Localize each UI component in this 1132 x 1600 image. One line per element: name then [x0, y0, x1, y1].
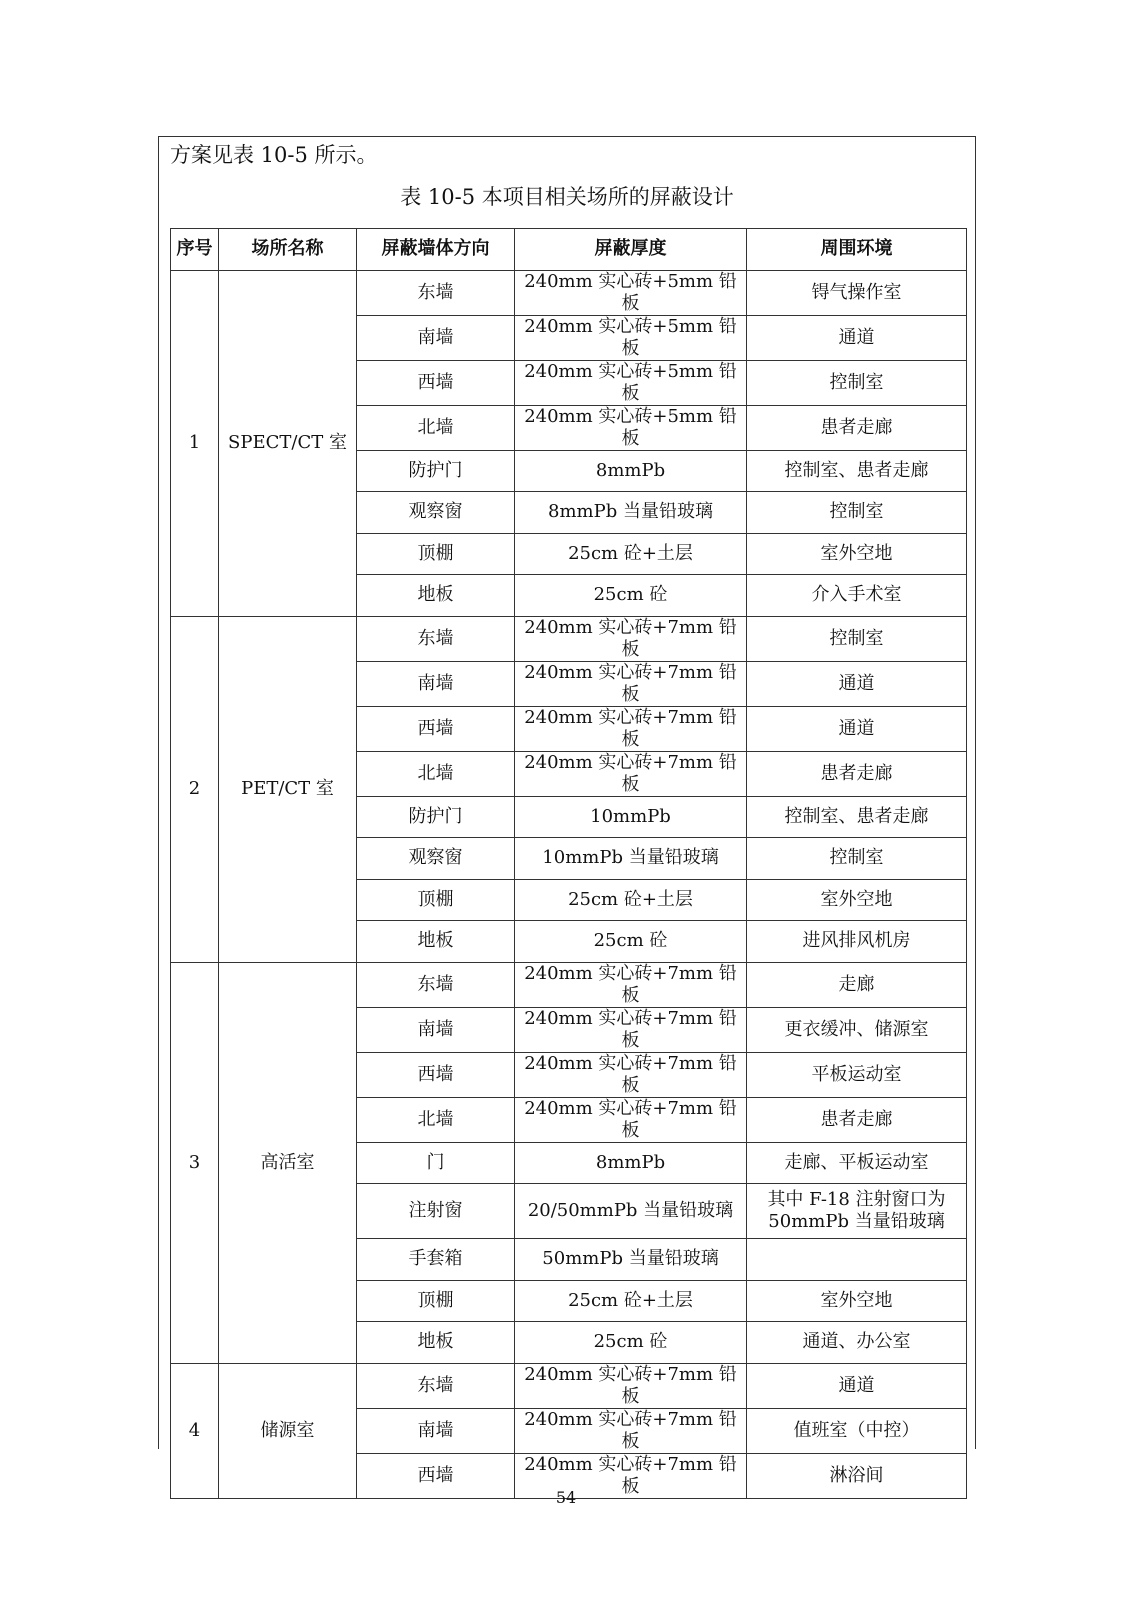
wall-direction-cell: 南墙 — [357, 661, 515, 706]
wall-direction-cell: 北墙 — [357, 1097, 515, 1142]
shield-thickness-cell: 25cm 砼+土层 — [515, 533, 747, 575]
wall-direction-cell: 东墙 — [357, 616, 515, 661]
wall-direction-cell: 防护门 — [357, 796, 515, 838]
wall-direction-cell: 观察窗 — [357, 838, 515, 880]
wall-direction-cell: 西墙 — [357, 1453, 515, 1498]
surroundings-cell: 室外空地 — [747, 1280, 967, 1322]
header-cell: 周围环境 — [747, 229, 967, 271]
wall-direction-cell: 地板 — [357, 575, 515, 617]
header-cell: 场所名称 — [219, 229, 357, 271]
shield-thickness-cell: 240mm 实心砖+7mm 铅板 — [515, 616, 747, 661]
shield-thickness-cell: 240mm 实心砖+5mm 铅板 — [515, 315, 747, 360]
wall-direction-cell: 南墙 — [357, 315, 515, 360]
surroundings-cell: 更衣缓冲、储源室 — [747, 1007, 967, 1052]
wall-direction-cell: 门 — [357, 1142, 515, 1184]
shield-thickness-cell: 8mmPb 当量铅玻璃 — [515, 492, 747, 534]
wall-direction-cell: 顶棚 — [357, 879, 515, 921]
wall-direction-cell: 北墙 — [357, 405, 515, 450]
surroundings-cell — [747, 1239, 967, 1281]
surroundings-cell: 患者走廊 — [747, 751, 967, 796]
surroundings-cell: 通道、办公室 — [747, 1322, 967, 1364]
shield-thickness-cell: 10mmPb 当量铅玻璃 — [515, 838, 747, 880]
surroundings-cell: 控制室 — [747, 360, 967, 405]
shield-thickness-cell: 240mm 实心砖+7mm 铅板 — [515, 1007, 747, 1052]
shield-thickness-cell: 240mm 实心砖+5mm 铅板 — [515, 360, 747, 405]
shield-thickness-cell: 240mm 实心砖+7mm 铅板 — [515, 1052, 747, 1097]
surroundings-cell: 患者走廊 — [747, 405, 967, 450]
wall-direction-cell: 南墙 — [357, 1007, 515, 1052]
shield-thickness-cell: 240mm 实心砖+7mm 铅板 — [515, 661, 747, 706]
surroundings-cell: 室外空地 — [747, 879, 967, 921]
surroundings-cell: 控制室 — [747, 492, 967, 534]
surroundings-cell: 通道 — [747, 706, 967, 751]
surroundings-cell: 控制室、患者走廊 — [747, 450, 967, 492]
table-row — [171, 616, 967, 661]
shield-thickness-cell: 240mm 实心砖+5mm 铅板 — [515, 270, 747, 315]
wall-direction-cell: 东墙 — [357, 1363, 515, 1408]
shield-thickness-cell: 10mmPb — [515, 796, 747, 838]
shield-thickness-cell: 25cm 砼 — [515, 1322, 747, 1364]
surroundings-cell: 患者走廊 — [747, 1097, 967, 1142]
shield-thickness-cell: 240mm 实心砖+7mm 铅板 — [515, 1408, 747, 1453]
shield-thickness-cell: 8mmPb — [515, 1142, 747, 1184]
surroundings-cell: 值班室（中控） — [747, 1408, 967, 1453]
surroundings-cell: 通道 — [747, 661, 967, 706]
surroundings-cell: 锝气操作室 — [747, 270, 967, 315]
intro-text: 方案见表 10-5 所示。 — [170, 143, 378, 167]
surroundings-cell: 走廊 — [747, 962, 967, 1007]
surroundings-cell: 淋浴间 — [747, 1453, 967, 1498]
wall-direction-cell: 西墙 — [357, 1052, 515, 1097]
shield-thickness-cell: 240mm 实心砖+7mm 铅板 — [515, 751, 747, 796]
shield-thickness-cell: 240mm 实心砖+7mm 铅板 — [515, 962, 747, 1007]
surroundings-cell: 控制室 — [747, 838, 967, 880]
room-name-cell: SPECT/CT 室 — [219, 270, 357, 616]
surroundings-cell: 介入手术室 — [747, 575, 967, 617]
table-body — [171, 270, 967, 1498]
shielding-table — [170, 228, 967, 1499]
wall-direction-cell: 地板 — [357, 1322, 515, 1364]
room-name-cell: 高活室 — [219, 962, 357, 1363]
shield-thickness-cell: 240mm 实心砖+7mm 铅板 — [515, 706, 747, 751]
surroundings-cell: 控制室 — [747, 616, 967, 661]
wall-direction-cell: 手套箱 — [357, 1239, 515, 1281]
wall-direction-cell: 东墙 — [357, 962, 515, 1007]
shield-thickness-cell: 25cm 砼 — [515, 921, 747, 963]
surroundings-cell: 其中 F-18 注射窗口为50mmPb 当量铅玻璃 — [747, 1184, 967, 1239]
shield-thickness-cell: 240mm 实心砖+5mm 铅板 — [515, 405, 747, 450]
wall-direction-cell: 注射窗 — [357, 1184, 515, 1239]
wall-direction-cell: 西墙 — [357, 706, 515, 751]
wall-direction-cell: 地板 — [357, 921, 515, 963]
shield-thickness-cell: 25cm 砼+土层 — [515, 1280, 747, 1322]
shield-thickness-cell: 50mmPb 当量铅玻璃 — [515, 1239, 747, 1281]
table-caption: 表 10-5 本项目相关场所的屏蔽设计 — [400, 185, 734, 209]
room-name-cell: PET/CT 室 — [219, 616, 357, 962]
surroundings-cell: 通道 — [747, 1363, 967, 1408]
header-cell: 序号 — [171, 229, 219, 271]
wall-direction-cell: 顶棚 — [357, 533, 515, 575]
group-number-cell: 2 — [171, 616, 219, 962]
header-cell: 屏蔽厚度 — [515, 229, 747, 271]
table-header-row — [171, 229, 967, 271]
wall-direction-cell: 观察窗 — [357, 492, 515, 534]
table-row — [171, 1363, 967, 1408]
surroundings-cell: 走廊、平板运动室 — [747, 1142, 967, 1184]
shield-thickness-cell: 25cm 砼 — [515, 575, 747, 617]
shield-thickness-cell: 240mm 实心砖+7mm 铅板 — [515, 1363, 747, 1408]
shield-thickness-cell: 25cm 砼+土层 — [515, 879, 747, 921]
shield-thickness-cell: 240mm 实心砖+7mm 铅板 — [515, 1097, 747, 1142]
header-cell: 屏蔽墙体方向 — [357, 229, 515, 271]
wall-direction-cell: 东墙 — [357, 270, 515, 315]
surroundings-cell: 通道 — [747, 315, 967, 360]
shield-thickness-cell: 240mm 实心砖+7mm 铅板 — [515, 1453, 747, 1498]
surroundings-cell: 室外空地 — [747, 533, 967, 575]
shield-thickness-cell: 20/50mmPb 当量铅玻璃 — [515, 1184, 747, 1239]
table-row — [171, 962, 967, 1007]
wall-direction-cell: 西墙 — [357, 360, 515, 405]
page-number: 54 — [555, 1488, 577, 1507]
table-row — [171, 270, 967, 315]
surroundings-cell: 平板运动室 — [747, 1052, 967, 1097]
wall-direction-cell: 北墙 — [357, 751, 515, 796]
group-number-cell: 3 — [171, 962, 219, 1363]
wall-direction-cell: 顶棚 — [357, 1280, 515, 1322]
shield-thickness-cell: 8mmPb — [515, 450, 747, 492]
surroundings-cell: 控制室、患者走廊 — [747, 796, 967, 838]
wall-direction-cell: 防护门 — [357, 450, 515, 492]
group-number-cell: 1 — [171, 270, 219, 616]
wall-direction-cell: 南墙 — [357, 1408, 515, 1453]
group-number-cell: 4 — [171, 1363, 219, 1498]
room-name-cell: 储源室 — [219, 1363, 357, 1498]
surroundings-cell: 进风排风机房 — [747, 921, 967, 963]
